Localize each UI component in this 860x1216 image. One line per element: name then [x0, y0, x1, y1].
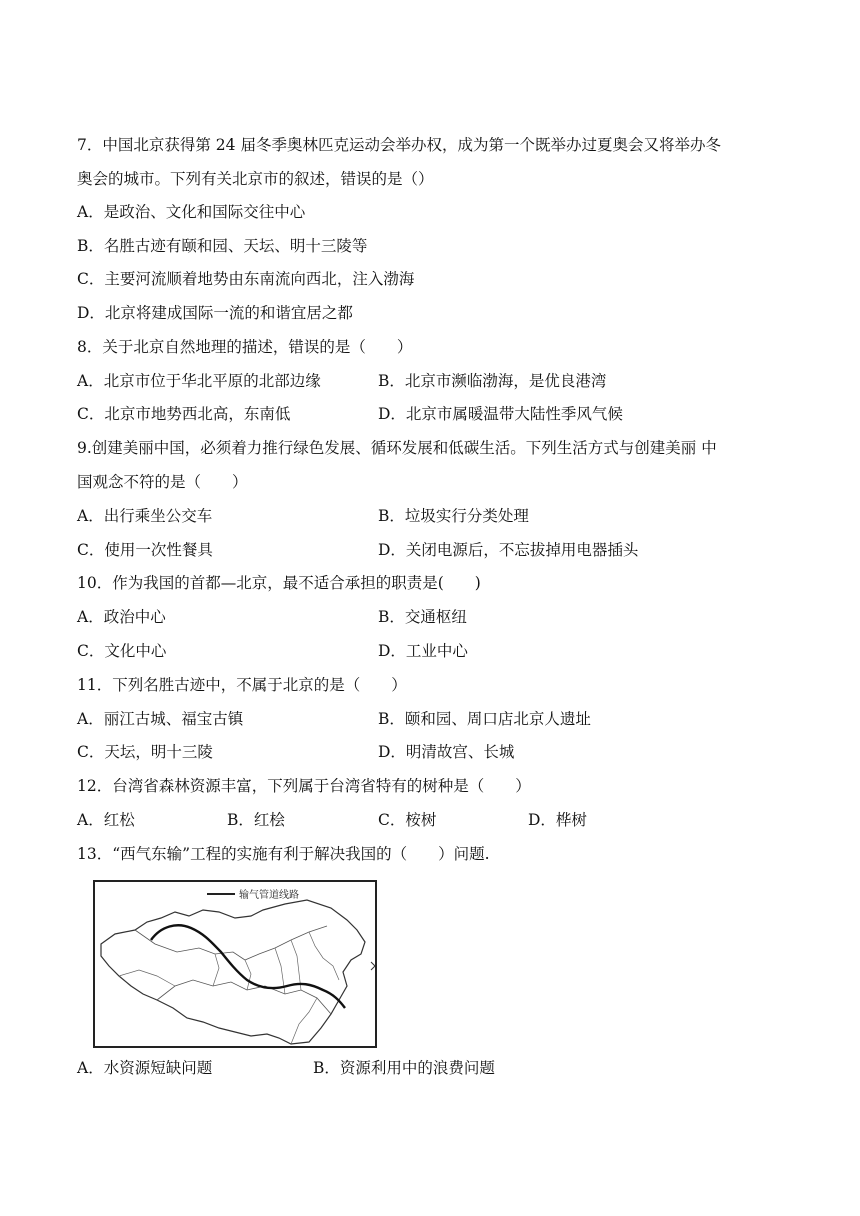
q7-stem-line2: 奥会的城市。下列有关北京市的叙述，错误的是（） — [77, 170, 434, 188]
q7-option-d: D．北京将建成国际一流的和谐宜居之都 — [77, 304, 353, 322]
province-border — [291, 932, 339, 1044]
q12-option-d: D．桦树 — [528, 811, 587, 829]
q9-stem-line1: 9.创建美丽中国，必须着力推行绿色发展、循环发展和低碳生活。下列生活方式与创建美丽 中 — [77, 439, 717, 457]
q7-option-b: B．名胜古迹有颐和园、天坛、明十三陵等 — [77, 237, 368, 255]
country-outline — [101, 900, 365, 1044]
q8-option-b: B．北京市濒临渤海，是优良港湾 — [378, 372, 607, 390]
q10-option-a: A．政治中心 — [77, 608, 166, 626]
legend-label: 输气管道线路 — [239, 890, 299, 901]
q8-option-a: A．北京市位于华北平原的北部边缘 — [77, 372, 321, 390]
q12-option-a: A．红松 — [77, 811, 135, 829]
q7-option-a: A．是政治、文化和国际交往中心 — [77, 203, 306, 221]
q10-stem: 10．作为我国的首都—北京，最不适合承担的职责是( ) — [77, 574, 481, 592]
q7-option-c: C．主要河流顺着地势由东南流向西北，注入渤海 — [77, 270, 415, 288]
q12-option-c: C．桉树 — [378, 811, 437, 829]
q8-stem: 8．关于北京自然地理的描述，错误的是（ ） — [77, 338, 413, 356]
pipeline-map-graphic — [95, 882, 375, 1046]
q13-stem: 13．“西气东输”工程的实施有利于解决我国的（ ）问题. — [77, 845, 490, 863]
q13-option-a: A．水资源短缺问题 — [77, 1059, 213, 1077]
q11-option-c: C．天坛，明十三陵 — [77, 743, 213, 761]
q10-option-c: C．文化中心 — [77, 642, 167, 660]
q11-stem: 11．下列名胜古迹中，不属于北京的是（ ） — [77, 676, 407, 694]
q11-option-a: A．丽江古城、福宝古镇 — [77, 710, 244, 728]
edge-marker — [371, 962, 375, 970]
q9-option-c: C．使用一次性餐具 — [77, 541, 213, 559]
province-border — [135, 926, 327, 960]
q8-option-c: C．北京市地势西北高，东南低 — [77, 405, 291, 423]
q11-option-b: B．颐和园、周口店北京人遗址 — [378, 710, 591, 728]
q10-option-b: B．交通枢纽 — [378, 608, 467, 626]
q8-option-d: D．北京市属暖温带大陆性季风气候 — [378, 405, 623, 423]
q12-option-b: B．红桧 — [227, 811, 285, 829]
q13-option-b: B．资源利用中的浪费问题 — [313, 1059, 495, 1077]
q9-option-b: B．垃圾实行分类处理 — [378, 507, 529, 525]
q9-option-a: A．出行乘坐公交车 — [77, 507, 213, 525]
q12-stem: 12．台湾省森林资源丰富，下列属于台湾省特有的树种是（ ） — [77, 777, 531, 795]
q10-option-d: D．工业中心 — [378, 642, 468, 660]
pipeline-map — [93, 880, 377, 1048]
q11-option-d: D．明清故宫、长城 — [378, 743, 515, 761]
q7-stem-line1: 7．中国北京获得第 24 届冬季奥林匹克运动会举办权，成为第一个既举办过夏奥会又将举办冬 — [77, 136, 721, 154]
q9-stem-line2: 国观念不符的是（ ） — [77, 473, 248, 491]
q9-option-d: D．关闭电源后，不忘拔掉用电器插头 — [378, 541, 639, 559]
